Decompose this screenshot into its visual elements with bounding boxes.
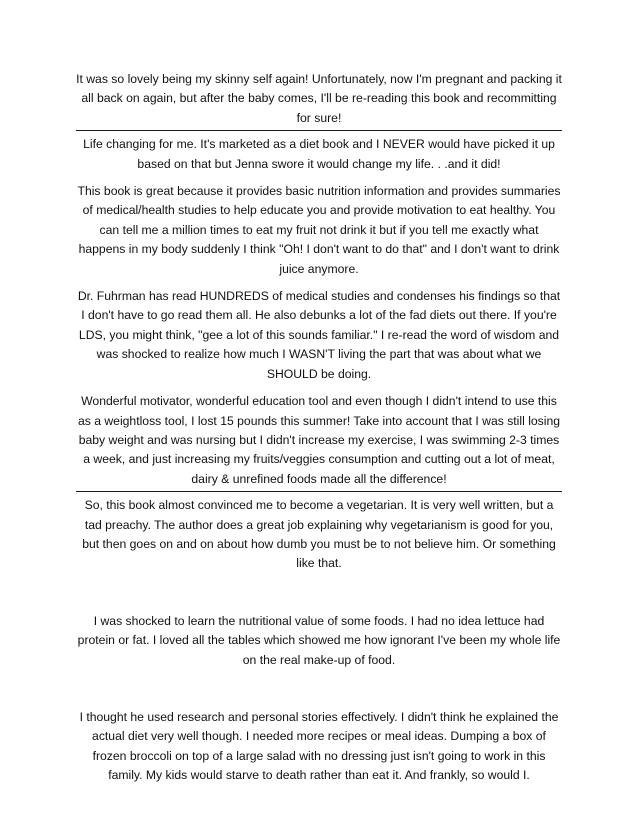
section-divider xyxy=(76,130,562,131)
review-6: So, this book almost convinced me to become a vegetarian. It is very well written, but a tad preachy. The author does a great job explaining why vegetarianism is good for you, but then goes on and on about how dumb you must be to not believe him. Or something like that. xyxy=(82,498,556,571)
review-8: I thought he used research and personal stories effectively. I didn't think he explained the actual diet very well though. I needed more recipes or meal ideas. Dumping a box of frozen broccoli on top of a large salad with no dressing just isn't going to work in this family. My kids would starve to death rather than eat it. And frankly, so would I. xyxy=(79,709,559,783)
review-3: This book is great because it provides basic nutrition information and provides summaries of medical/health studies to help educate you and provide motivation to eat healthy. You can tell me a million times to eat my fruit not drink it but if you tell me exactly what happens in my body suddenly I think "Oh! I don't want to do that" and I don't want to drink juice anymore. xyxy=(77,184,561,276)
review-2: Life changing for me. It's marketed as a diet book and I NEVER would have picked it up based on that but Jenna swore it would change my life. . .and it did! xyxy=(83,137,555,171)
review-5: Wonderful motivator, wonderful education tool and even though I didn't intend to use this as a weightloss tool, I lost 15 pounds this summer! Take into account that I was still losing baby weight and was nursing but I didn't increase my exercise, I was swimming 2-3 times a week, and just increasing my fruits/veggies consumption and cutting out a lot of meat, dairy & unrefined foods made all the difference! xyxy=(77,394,561,486)
section-divider xyxy=(76,491,562,492)
review-4: Dr. Fuhrman has read HUNDREDS of medical studies and condenses his findings so that I don't have to go read them all. He also debunks a lot of the fad diets out there. If you're LDS, you might think, "gee a lot of this sounds familiar." I re-read the word of wisdom and was shocked to realize how much I WASN'T living the part that was about what we SHOULD be doing. xyxy=(77,289,561,381)
reviews-page xyxy=(76,70,562,786)
review-1: It was so lovely being my skinny self again! Unfortunately, now I'm pregnant and packing it all back on again, but after the baby comes, I'll be re-reading this book and recommitting for sure! xyxy=(76,72,562,125)
review-7: I was shocked to learn the nutritional value of some foods. I had no idea lettuce had protein or fat. I loved all the tables which showed me how ignorant I've been my whole life on the real make-up of food. xyxy=(77,613,561,667)
